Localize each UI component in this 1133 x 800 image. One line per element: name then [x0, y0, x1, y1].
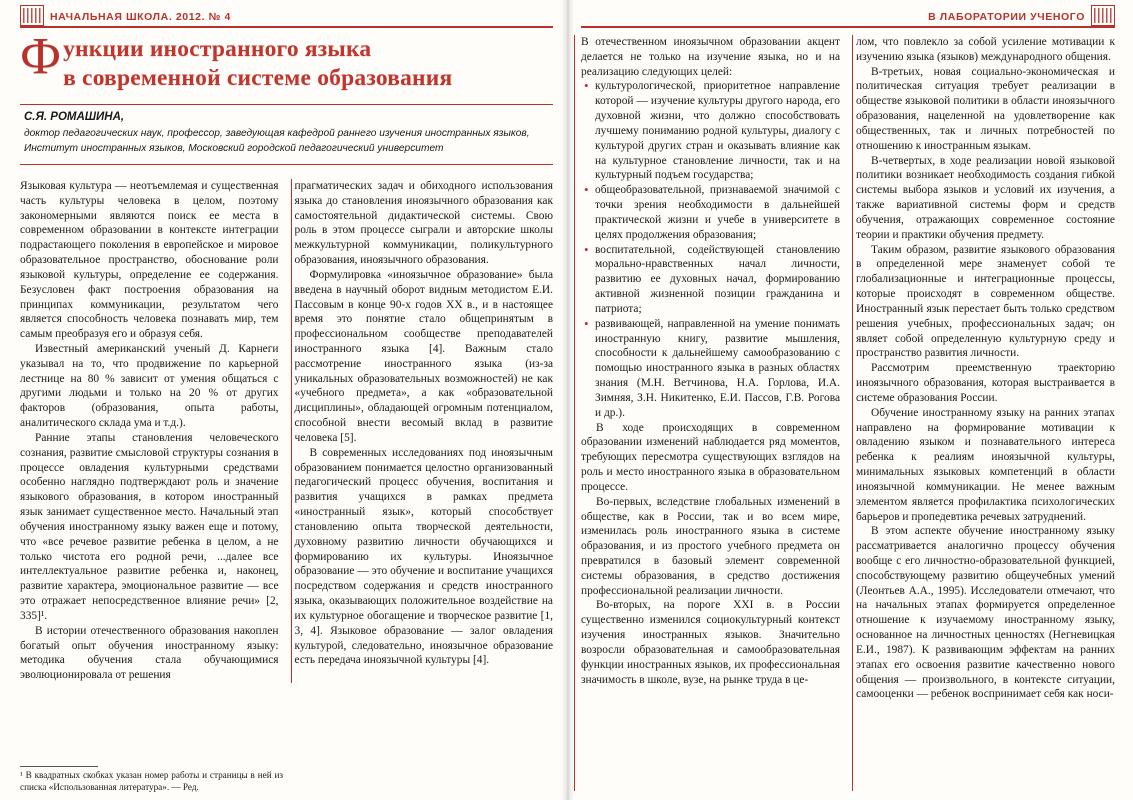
- paragraph: прагматических задач и обиходного использования языка до становления иноязычного образования как самостоятельной дидактической системы. Свою роль в этом процессе сыграли и авторские школы межкультурной коммуникации, поликультурного образования, иноязычного образования.: [294, 179, 553, 267]
- paragraph: В-третьих, новая социально-экономическая и политическая ситуация требует реализации в обществе языковой политики в области иноязычного образования, нацеленной на удовлетворение как общественных, так и личных потребностей по отношению к иностранным языкам.: [856, 65, 1115, 152]
- title-line-2: в современной системе образования: [63, 64, 453, 91]
- paragraph: В современных исследованиях под иноязычным образованием понимается целостно организованный педагогический процесс обучения, воспитания и развития учащихся в рамках предмета «иностранный язык», который способствует становлению опыта творческой деятельности, духовному развитию личности обучающихся и формированию их культуры. Иноязычное образование — это обучение и воспитание учащихся посредством содержания и средств иностранного языка, оказывающих положительное воздействие на их культурное обогащение и творческое развитие [1, 3, 4]. Языковое образование — залог овладения культурой, следовательно, иноязычное образование есть передача иноязычной культуры [4].: [294, 446, 553, 667]
- title-line-1: ункции иностранного языка: [63, 36, 372, 62]
- list-item: • общеобразовательной, признаваемой значимой с точки зрения необходимости в дальнейшей практической жизни и учебе в университете в целях продолжения образования;: [595, 183, 840, 242]
- right-page-columns: [581, 35, 1115, 791]
- paragraph: Известный американский ученый Д. Карнеги указывал на то, что продвижение по карьерной лестнице на 80 % зависит от умения общаться с другими людьми и только на 20 % от других факторов (образования, опыта работы, аналитического склада ума и т.д.).: [20, 342, 279, 430]
- paragraph: Во-вторых, на пороге XXI в. в России существенно изменился социокультурный контекст изучения иностранных языков. Значительно возросли образовательная и самообразовательная функции иностранных языков, их профессиональная значимость в школе, вузе, на рынке труда в це-: [581, 599, 840, 686]
- list-item: • воспитательной, содействующей становлению морально-нравственных начал личности, развитию ее духовных начал, формированию активной жизненной позиции гражданина и патриота;: [595, 243, 840, 317]
- left-column-1: [20, 179, 279, 683]
- paragraph: В-четвертых, в ходе реализации новой языковой политики возникает необходимость создания гибкой системы выбора языков и условий их изучения, а также вариативной системы форм и средств обучения, отражающих современное состояние теории и практики обучения предмету.: [856, 154, 1115, 241]
- paragraph: Обучение иностранному языку на ранних этапах направлено на формирование мотивации к овладению языком и познавательного интереса ребенка к реалиям иноязычной культуры, минимальных языковых компетенций в области иноязычной коммуникации. Не менее важным элементом является профилактика психологических барьеров и пропедевтика речевых затруднений.: [856, 406, 1115, 523]
- author-affiliation: доктор педагогических наук, профессор, заведующая кафедрой раннего изучения иностранных языков, Институт иностранных языков, Московский городской педагогический университет: [24, 128, 530, 155]
- left-column-2: [295, 179, 554, 683]
- footnote-text: ¹ В квадратных скобках указан номер работы и страницы в ней из списка «Использованная литература». — Ред.: [20, 770, 283, 793]
- paragraph: Таким образом, развитие языкового образования в определенной мере знаменует собой те глобализационные и интеграционные процессы, которые происходят в современном обществе. Иностранный язык перестает быть только средством решения учебных, профессиональных задач; он являет собой определенную культурную среду и пространство развития личности.: [856, 243, 1115, 360]
- journal-logo-icon: [20, 5, 44, 26]
- left-running-head-text: НАЧАЛЬНАЯ ШКОЛА. 2012. № 4: [50, 11, 231, 23]
- left-page-columns: [20, 179, 553, 683]
- paragraph: Формулировка «иноязычное образование» была введена в научный оборот видным методистом Е.И. Пассовым в конце 90-х годов XX в., и в настоящее время это понятие стало общепринятым в профессиональном сообществе преподавателей иностранного языка [4]. Важным стало рассмотрение иностранного языка (из-за уникальных образовательных возможностей) не как «учебного предмета», а как «образовательной дисциплины», обладающей огромным потенциалом, способной внести весомый вклад в развитие человека [5].: [294, 268, 553, 444]
- goals-list: [581, 79, 840, 420]
- author-name: С.Я. РОМАШИНА,: [24, 111, 125, 124]
- author-block: [20, 104, 553, 165]
- paragraph: Ранние этапы становления человеческого сознания, развитие смысловой структуры сознания в процессе овладения культурными средствами особенно наглядно подтверждают роль и значение языкового образования, в котором иностранный язык занимает существенное место. Начальный этап обучения иностранному языку важен еще и потому, что «все речевое развитие ребенка в целом, а не только чистота его родной речи, ...далее все интеллектуальное развитие ребенка и, наконец, развитие характера, эмоциональное развитие — все это отражает непосредственное влияние речи» [2, 335]¹.: [20, 431, 279, 622]
- list-item: • развивающей, направленной на умение понимать иностранную книгу, развитие мышления, способности к дальнейшему самообразованию с помощью иностранного языка в разных областях знания (М.Н. Ветчинова, Н.А. Горлова, И.А. Зимняя, З.Н. Никитенко, Е.И. Пассов, Г.В. Рогова и др.).: [595, 317, 840, 421]
- paragraph: лом, что повлекло за собой усиление мотивации к изучению языка (языков) международного общения.: [856, 36, 1115, 63]
- paragraph: В истории отечественного образования накоплен богатый опыт обучения иностранному языку: методика обучения стала обучающимися эволюционировала от решения: [20, 624, 279, 682]
- page-edge-rule: [574, 35, 575, 791]
- footnote-rule: [20, 766, 98, 767]
- right-running-head: [581, 6, 1115, 28]
- left-running-head: [20, 6, 553, 28]
- paragraph: Рассмотрим преемственную траекторию иноязычного образования, которая выстраивается в системе образования России.: [856, 362, 1115, 404]
- footnote: [20, 766, 283, 794]
- right-column-2: [856, 35, 1115, 791]
- page-title: [20, 28, 553, 92]
- journal-logo-icon: [1091, 5, 1115, 26]
- paragraph: В этом аспекте обучение иностранному языку рассматривается аналогично процессу обучения вообще с его личностно-образовательной функцией, способствующему развитию общеучебных умений (Леонтьев А.А., 1995). Исследователи отмечают, что на начальных этапах формируется определенное отношение к изучаемому иностранному языку, основанное на личностных ценностях (Негневицкая Е.И., 1987). К развивающим эффектам на ранних этапах его освоения развитие качественно нового общения — произвольного, в контексте ситуации, самооценки — ребенок воспринимает себя как носи-: [856, 525, 1115, 701]
- list-item: • культурологической, приоритетное направление которой — изучение культуры другого народа, его духовной жизни, что должно способствовать лучшему пониманию родной культуры, диалогу с культурой других стран и оказывать влияние как на культурное становление личности, так и на культурный подъем государства;: [595, 79, 840, 183]
- right-running-head-text: В ЛАБОРАТОРИИ УЧЕНОГО: [928, 11, 1085, 23]
- paragraph: Языковая культура — неотъемлемая и существенная часть культуры человека в целом, поэтому закономерными являются поиск ее места в современном образовании в контексте интеграции подрастающего поколения в европейское и мировое образовательное пространство, обоснование роли языковой культуры, определение ее содержания. Безусловен факт построения образования на принципах коммуникации, результатом чего является способность человека познавать мир, тем самым преобразуя его и образуя себя.: [20, 179, 279, 341]
- paragraph: В ходе происходящих в современном образовании изменений наблюдается ряд моментов, требующих пересмотра существующих взглядов на роль и место иностранного языка в образовательном процессе.: [581, 421, 840, 493]
- right-column-1: [581, 35, 840, 791]
- column-divider-rule: [291, 179, 292, 683]
- paragraph: В отечественном иноязычном образовании акцент делается не только на изучение языка, но и на реализацию следующих целей:: [581, 36, 840, 78]
- column-divider-rule: [852, 35, 853, 791]
- article-title-block: [20, 28, 553, 92]
- paragraph: Во-первых, вследствие глобальных изменений в обществе, как в России, так и во всем мире, изменилась роль иностранного языка в системе образования, и из простого учебного предмета он превратился в базовый элемент современной системы образования, в средство достижения профессиональной реализации личности.: [581, 495, 840, 597]
- right-page: [567, 0, 1133, 800]
- drop-cap: Ф: [20, 28, 62, 85]
